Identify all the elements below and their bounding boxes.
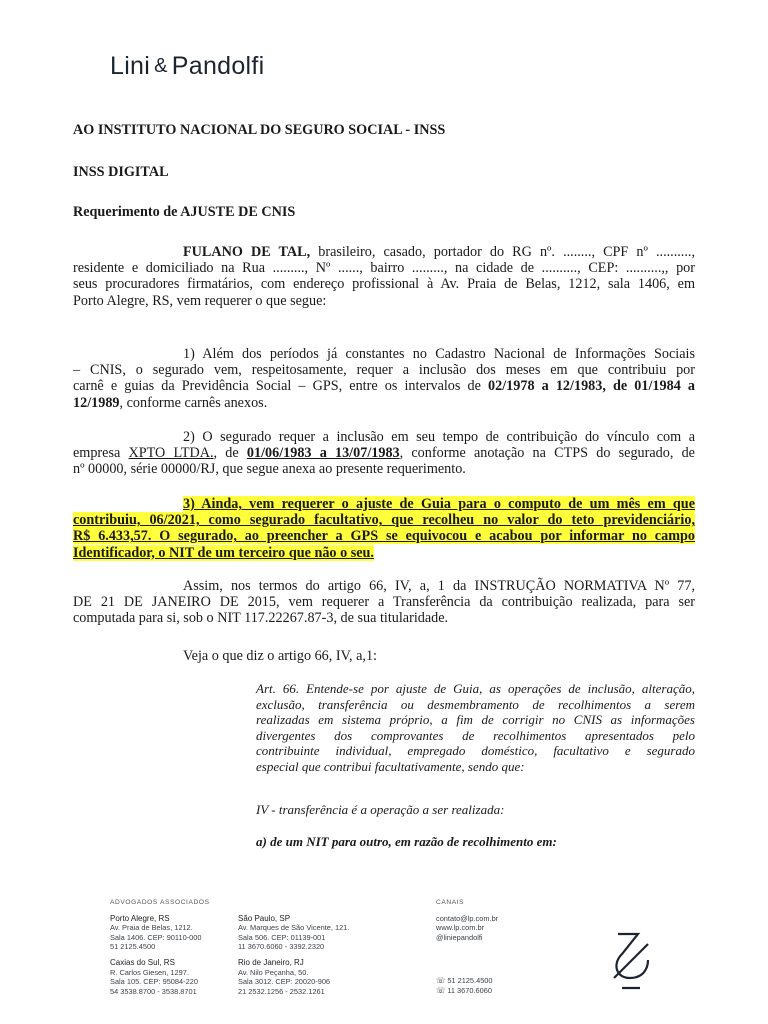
office-cx-address: R. Carlos Giesen, 1297. [110, 967, 189, 977]
item-4-paragraph [73, 578, 695, 627]
quote-line-2: exclusão, transferência ou desmembramento de recolhimentos a serem [256, 696, 695, 712]
whatsapp-icon: ☏ [436, 976, 446, 986]
channel-site[interactable]: www.lp.com.br [436, 923, 485, 933]
addressee: AO INSTITUTO NACIONAL DO SEGURO SOCIAL - INSS [73, 122, 446, 138]
quote-line-3: realizadas em sistema próprio, a fim de corrigir no CNIS as informações [256, 712, 695, 728]
logo-ampersand: & [154, 55, 168, 77]
footer-offices-col-2 [238, 898, 349, 996]
legal-quote [256, 681, 695, 775]
item-2-line-3: nº 00000, série 00000/RJ, que segue anexa ao presente requerimento. [73, 461, 466, 478]
intro-line-1: FULANO DE TAL, brasileiro, casado, portador do RG nº. ........, CPF nº .........., [183, 244, 695, 260]
item-4-line-1: Assim, nos termos do artigo 66, IV, a, 1 da INSTRUÇÃO NORMATIVA Nº 77, [183, 578, 695, 594]
footer-channels [436, 898, 498, 996]
footer-title-associates: ADVOGADOS ASSOCIADOS [110, 899, 210, 906]
item-1-line-3: carnê e guias da Previdência Social – GPS, entre os intervalos de 02/1978 a 12/1983, de 01/1984 a [73, 378, 695, 395]
office-sp-city: São Paulo, SP [238, 913, 291, 923]
quote-line-1: Art. 66. Entende-se por ajuste de Guia, as operações de inclusão, alteração, [256, 681, 695, 696]
channel-instagram[interactable]: @liniepandolfi [436, 932, 483, 942]
channel-whatsapp-1[interactable]: ☏ 51 2125.4500 [436, 976, 493, 986]
quote-line-6: especial que contribui facultativamente, sendo que: [256, 758, 525, 774]
office-cx-room: Sala 105. CEP: 95084-220 [110, 977, 198, 987]
intro-line-4: Porto Alegre, RS, vem requerer o que segue: [73, 292, 327, 309]
item-4-line-3: computada para si, sob o NIT 117.22267.87-3, de sua titularidade. [73, 610, 449, 627]
subject: Requerimento de AJUSTE DE CNIS [73, 204, 296, 220]
intro-paragraph [73, 244, 695, 309]
logo-left: Lini [110, 52, 151, 80]
office-rj-room: Sala 3012. CEP: 20020-906 [238, 977, 331, 987]
firm-logo [110, 52, 265, 81]
intro-line-2: residente e domiciliado na Rua ........., Nº ......, bairro ........., na cidade de .........., CEP: ..........,, por [73, 260, 695, 277]
office-sp-room: Sala 506. CEP: 01139-001 [238, 932, 326, 942]
item-2-line-1: 2) O segurado requer a inclusão em seu tempo de contribuição do vínculo com a [183, 429, 695, 445]
item-1-paragraph [73, 346, 695, 411]
item-2-line-2: empresa XPTO LTDA., de 01/06/1983 a 13/07/1983, conforme anotação na CTPS do segurado, de [73, 445, 695, 462]
office-poa-phone: 51 2125.4500 [110, 942, 156, 952]
item-1-line-4: 12/1989, conforme carnês anexos. [73, 394, 268, 411]
item-1-line-1: 1) Além dos períodos já constantes no Cadastro Nacional de Informações Sociais [183, 346, 695, 362]
office-cx-city: Caxias do Sul, RS [110, 957, 175, 967]
item-3-line-1: 3) Ainda, vem requerer o ajuste de Guia para o computo de um mês em que [183, 496, 695, 512]
office-sp-address: Av. Marques de São Vicente, 121. [238, 923, 350, 933]
item-3-line-4: Identificador, o NIT de um terceiro que não o seu. [73, 544, 374, 561]
footer-title-channels: CANAIS [436, 899, 465, 906]
item-3-line-3: R$ 6.433,57. O segurado, ao preencher a GPS se equivocou e acabou por informar no campo [73, 528, 695, 545]
whatsapp-icon: ☏ [436, 985, 446, 995]
item-2-paragraph [73, 429, 695, 478]
item-1-line-2: – CNIS, o segurado vem, respeitosamente, requer a inclusão dos meses em que contribuiu por [73, 362, 695, 379]
logo-right: Pandolfi [171, 52, 265, 80]
office-rj-city: Rio de Janeiro, RJ [238, 957, 304, 967]
quote-item-iv: IV - transferência é a operação a ser realizada: [256, 802, 505, 817]
office-rj-address: Av. Nilo Peçanha, 50. [238, 967, 309, 977]
item-3-line-2: contribuiu, 06/2021, como segurado facultativo, que recolheu no valor do teto previdenciário, [73, 512, 695, 529]
quote-item-a: a) de um NIT para outro, em razão de recolhimento em: [256, 834, 557, 849]
office-cx-phone: 54 3538.8700 - 3538.8701 [110, 986, 197, 996]
office-poa-address: Av. Praia de Belas, 1212. [110, 923, 193, 933]
office-sp-phone: 11 3670.6060 - 3392.2320 [238, 942, 325, 952]
firm-monogram-icon [608, 930, 654, 992]
item-3-paragraph [73, 496, 695, 561]
quote-line-4: divergentes dos comprovantes de recolhimentos apresentados pelo [256, 727, 695, 743]
footer-offices-col-1 [110, 898, 210, 996]
channel-whatsapp-2[interactable]: ☏ 11 3670.6060 [436, 985, 492, 995]
quote-line-5: contribuinte individual, empregado doméstico, facultativo e segurado [256, 743, 695, 759]
veja-line: Veja o que diz o artigo 66, IV, a,1: [183, 648, 377, 664]
channel-email[interactable]: contato@lp.com.br [436, 913, 499, 923]
intro-line-3: seus procuradores firmatários, com endereço profissional à Av. Praia de Belas, 1212, sala 1406, em [73, 276, 695, 293]
system-name: INSS DIGITAL [73, 164, 169, 180]
item-4-line-2: DE 21 DE JANEIRO DE 2015, vem requerer a Transferência da contribuição realizada, para ser [73, 594, 695, 611]
office-poa-room: Sala 1406. CEP: 90110-000 [110, 932, 202, 942]
office-poa-city: Porto Alegre, RS [110, 913, 170, 923]
office-rj-phone: 21 2532.1256 - 2532.1261 [238, 986, 325, 996]
